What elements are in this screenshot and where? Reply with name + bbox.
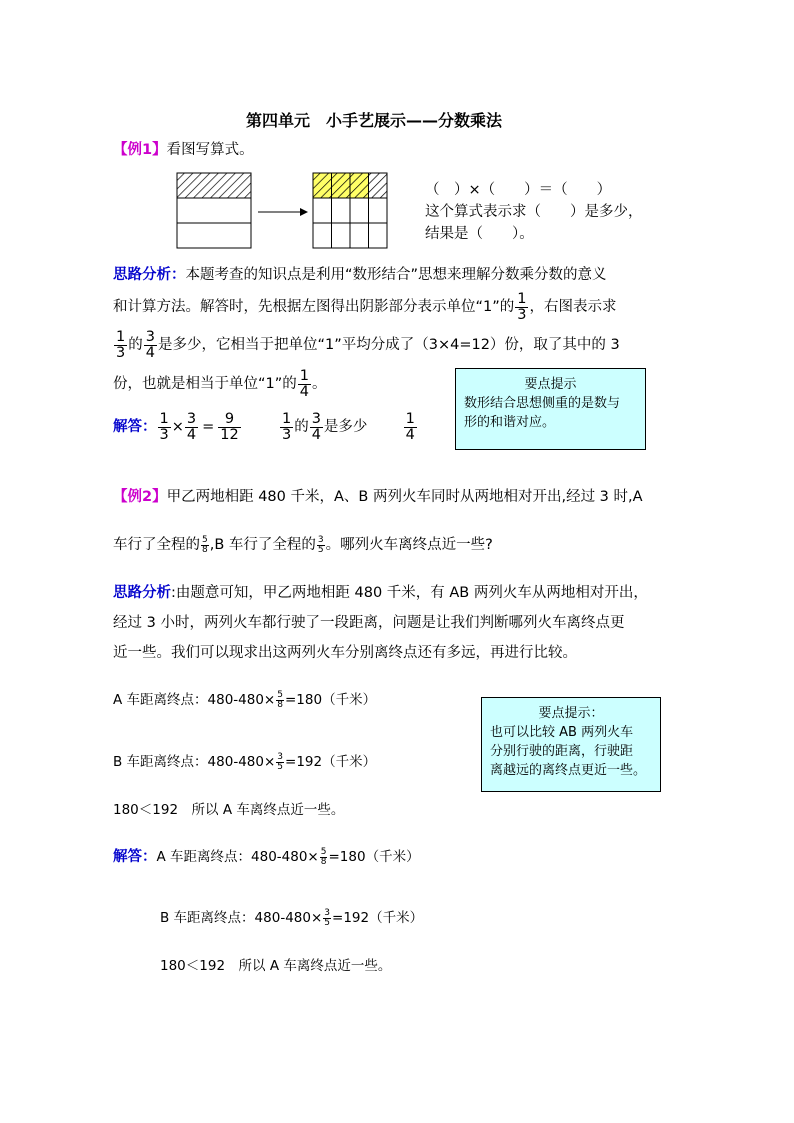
- fraction-3-5: $\frac{3}{5}$: [317, 534, 324, 555]
- fraction-5-8: $\frac{5}{8}$: [320, 846, 327, 867]
- arrow-icon: [258, 208, 308, 216]
- fraction-figure: [170, 170, 400, 252]
- example2-analysis-line2: 经过 3 小时，两列火车都行驶了一段距离，问题是让我们判断哪列火车离终点更: [113, 615, 625, 631]
- tip-box-2-line2: 分别行驶的距离，行驶距: [490, 744, 634, 759]
- example2-line2: [113, 535, 493, 555]
- example2-answer-b: [160, 908, 423, 928]
- example1-blanks-3: 结果是（ ）。: [425, 226, 534, 242]
- fraction-1-3: $\frac{1}{3}$: [517, 290, 527, 323]
- example2-text1: 甲乙两地相距 480 千米，A、B 两列火车同时从两地相对开出,经过 3 时,A: [166, 489, 643, 505]
- example1-answer-label: 解答：: [113, 419, 157, 435]
- example1-analysis-line3: [113, 328, 620, 362]
- example2-answer-compare: 180＜192 所以 A 车离终点近一些。: [160, 958, 392, 974]
- example2-compare: 180＜192 所以 A 车离终点近一些。: [113, 802, 345, 818]
- fraction-9-12: $\frac{9}{12}$: [220, 410, 239, 443]
- example1-answer: [113, 410, 418, 444]
- example2-calc-a: [113, 690, 376, 710]
- example1-blanks-1: （ ）×（ ）＝（ ）: [425, 182, 612, 198]
- tip-box-1-line2: 形的和谐对应。: [464, 415, 556, 430]
- example1-analysis-text3a: 的: [128, 337, 143, 353]
- example1-analysis-line2: [113, 290, 616, 324]
- ans-a-pre: A 车距离终点：480-480×: [156, 849, 319, 865]
- ans-b-post: =192（千米）: [332, 910, 424, 926]
- times-sign: ×: [171, 419, 184, 435]
- example1-analysis-label: 思路分析：: [113, 267, 186, 283]
- tip-box-2: [481, 697, 661, 792]
- fraction-5-8: $\frac{5}{8}$: [202, 534, 208, 555]
- example1-analysis-text3b: 是多少，它相当于把单位“1”平均分成了（3×4=12）份，取了其中的 3: [157, 337, 620, 353]
- example1-analysis-text4b: 。: [311, 376, 327, 392]
- example2-text2c: 。哪列火车离终点近一些?: [325, 537, 493, 553]
- example2-analysis-line1: [113, 583, 648, 603]
- fraction-1-4: $\frac{1}{4}$: [299, 367, 309, 400]
- tip-box-2-line1: 也可以比较 AB 两列火车: [490, 725, 634, 740]
- example1-analysis-line4: [113, 367, 326, 401]
- example2-answer-a: [113, 847, 420, 867]
- fraction-3-5: $\frac{3}{5}$: [277, 751, 284, 772]
- calc-b-pre: B 车距离终点：480-480×: [113, 754, 276, 770]
- example1-blanks-2: 这个算式表示求（ ）是多少，: [425, 204, 643, 220]
- fraction-3-5: $\frac{3}{5}$: [324, 907, 331, 928]
- example1-label: 【例1】: [113, 142, 167, 158]
- fraction-1-3: $\frac{1}{3}$: [116, 328, 126, 361]
- example1-analysis-text1: 本题考查的知识点是利用“数形结合”思想来理解分数乘分数的意义: [185, 267, 607, 283]
- tip-box-2-line3: 离越远的离终点更近一些。: [490, 763, 647, 778]
- example1-prompt: 看图写算式。: [166, 142, 254, 158]
- answer-of: 的: [294, 419, 309, 435]
- example2-calc-b: [113, 752, 376, 772]
- example1-analysis-line1: [113, 265, 607, 285]
- tip-box-1: [455, 368, 646, 450]
- left-rectangle: [177, 173, 251, 248]
- example2-text2a: 车行了全程的: [113, 537, 200, 553]
- fraction-1-3: $\frac{1}{3}$: [159, 410, 169, 443]
- tip-box-2-title: 要点提示：: [538, 706, 604, 721]
- tip-box-1-line1: 数形结合思想侧重的是数与: [464, 396, 621, 411]
- fraction-1-3: $\frac{1}{3}$: [281, 410, 292, 443]
- calc-a-post: =180（千米）: [284, 692, 377, 708]
- page-title: 第四单元 小手艺展示——分数乘法: [246, 111, 503, 130]
- right-grid: [313, 173, 387, 248]
- example2-analysis-text1: :由题意可知，甲乙两地相距 480 千米，有 AB 两列火车从两地相对开出，: [171, 585, 648, 601]
- example1-heading: [113, 140, 254, 160]
- calc-a-pre: A 车距离终点：480-480×: [113, 692, 276, 708]
- fraction-3-4: $\frac{3}{4}$: [186, 410, 197, 443]
- fraction-1-4: $\frac{1}{4}$: [405, 410, 415, 443]
- example1-analysis-text2b: ，右图表示求: [529, 299, 617, 315]
- example2-line1: [113, 487, 643, 507]
- fraction-3-4: $\frac{3}{4}$: [311, 410, 321, 443]
- equals-sign: =: [202, 419, 215, 435]
- ans-a-post: =180（千米）: [328, 849, 420, 865]
- fraction-5-8: $\frac{5}{8}$: [277, 689, 283, 710]
- example2-text2b: ,B 车行了全程的: [209, 537, 316, 553]
- example2-label: 【例2】: [113, 489, 167, 505]
- example2-answer-label: 解答：: [113, 849, 157, 865]
- fraction-3-4: $\frac{3}{4}$: [145, 328, 155, 361]
- example2-analysis-label: 思路分析: [113, 585, 171, 601]
- example1-analysis-text2: 和计算方法。解答时，先根据左图得出阴影部分表示单位“1”的: [113, 299, 515, 315]
- calc-b-post: =192（千米）: [285, 754, 377, 770]
- ans-b-pre: B 车距离终点：480-480×: [160, 910, 323, 926]
- example1-analysis-text4a: 份，也就是相当于单位“1”的: [113, 376, 297, 392]
- tip-box-1-title: 要点提示: [524, 377, 577, 392]
- answer-howmuch: 是多少: [323, 419, 368, 435]
- example2-analysis-line3: 近一些。我们可以现求出这两列火车分别离终点还有多远，再进行比较。: [113, 645, 577, 661]
